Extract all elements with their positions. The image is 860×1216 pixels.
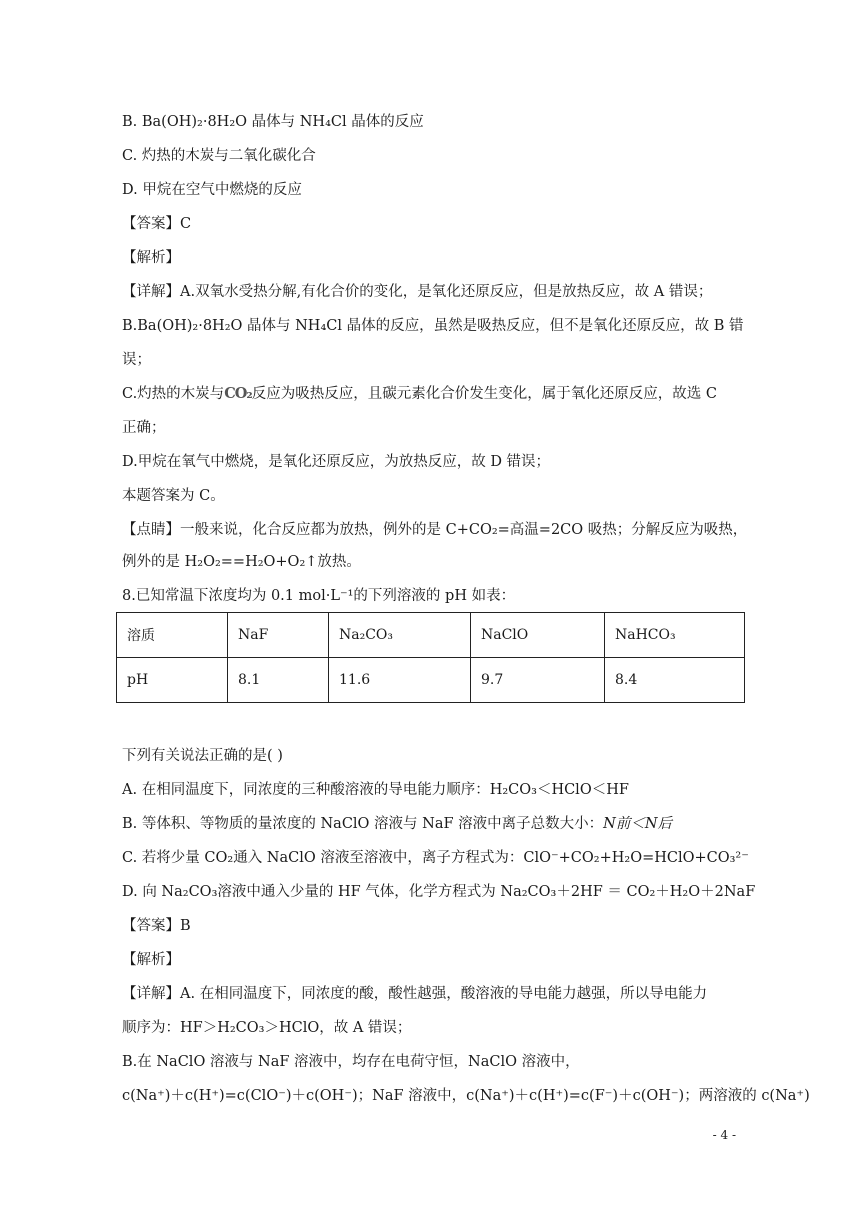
q7-detail-c-line2: 正确； bbox=[122, 420, 166, 436]
q7-note-line1: 【点睛】一般来说，化合反应都为放热，例外的是 C+CO₂=高温=2CO 吸热；分解反应为吸热， bbox=[122, 522, 748, 538]
q7-analysis-heading: 【解析】 bbox=[122, 250, 180, 266]
table-cell: 8.1 bbox=[228, 658, 329, 703]
table-cell: NaHCO₃ bbox=[605, 613, 745, 658]
q8-detail-b-line1: B.在 NaClO 溶液与 NaF 溶液中，均存在电荷守恒，NaClO 溶液中， bbox=[122, 1054, 580, 1070]
q8-answer: 【答案】B bbox=[122, 918, 191, 934]
ph-table bbox=[116, 612, 745, 703]
q7-detail-c-pre: C.灼热的木炭与 bbox=[122, 386, 225, 402]
table-cell: 9.7 bbox=[471, 658, 605, 703]
q7-answer: 【答案】C bbox=[122, 216, 192, 232]
table-row bbox=[117, 658, 745, 703]
q8-prompt: 下列有关说法正确的是( ) bbox=[122, 748, 283, 764]
table-header-row bbox=[117, 613, 745, 658]
table-cell: Na₂CO₃ bbox=[329, 613, 471, 658]
q7-option-d: D. 甲烷在空气中燃烧的反应 bbox=[122, 182, 302, 198]
q7-note-line2: 例外的是 H₂O₂==H₂O+O₂↑放热。 bbox=[122, 554, 361, 570]
q8-detail-b-line2: c(Na⁺)＋c(H⁺)=c(ClO⁻)＋c(OH⁻)；NaF 溶液中，c(Na⁺)＋c(H⁺)=c(F⁻)＋c(OH⁻)；两溶液的 c(Na⁺) bbox=[122, 1088, 810, 1104]
q7-option-c: C. 灼热的木炭与二氧化碳化合 bbox=[122, 148, 316, 164]
q8-analysis-heading: 【解析】 bbox=[122, 952, 180, 968]
q7-option-b: B. Ba(OH)₂·8H₂O 晶体与 NH₄Cl 晶体的反应 bbox=[122, 114, 424, 130]
q8-detail-a-line1: 【详解】A. 在相同温度下，同浓度的酸，酸性越强，酸溶液的导电能力越强，所以导电能力 bbox=[122, 986, 708, 1002]
table-cell: NaClO bbox=[471, 613, 605, 658]
table-cell: NaF bbox=[228, 613, 329, 658]
q7-detail-b-line1: B.Ba(OH)₂·8H₂O 晶体与 NH₄Cl 晶体的反应，虽然是吸热反应，但不是氧化还原反应，故 B 错 bbox=[122, 318, 744, 334]
q7-detail-a: 【详解】A.双氧水受热分解,有化合价的变化，是氧化还原反应，但是放热反应，故 A 错误； bbox=[122, 284, 713, 300]
q7-detail-c-line1 bbox=[122, 384, 717, 404]
table-cell: 8.4 bbox=[605, 658, 745, 703]
q8-option-d: D. 向 Na₂CO₃溶液中通入少量的 HF 气体，化学方程式为 Na₂CO₃＋2HF ＝ CO₂＋H₂O＋2NaF bbox=[122, 884, 756, 900]
q8-stem: 8.已知常温下浓度均为 0.1 mol·L⁻¹的下列溶液的 pH 如表： bbox=[122, 588, 516, 604]
q8-option-b-expr: N前＜N后 bbox=[603, 816, 673, 832]
q7-detail-c-post: 反应为吸热反应，且碳元素化合价发生变化，属于氧化还原反应，故选 C bbox=[251, 386, 717, 402]
co2-formula-image: CO₂ bbox=[224, 385, 252, 402]
table-cell: 溶质 bbox=[117, 613, 228, 658]
q7-detail-d: D.甲烷在氧气中燃烧，是氧化还原反应，为放热反应，故 D 错误； bbox=[122, 454, 551, 470]
q8-detail-a-line2: 顺序为：HF＞H₂CO₃＞HClO，故 A 错误； bbox=[122, 1020, 412, 1036]
table-cell: 11.6 bbox=[329, 658, 471, 703]
q7-detail-b-line2: 误； bbox=[122, 352, 151, 368]
q7-conclusion: 本题答案为 C。 bbox=[122, 488, 225, 504]
q8-option-b bbox=[122, 814, 672, 834]
q8-option-b-text: B. 等体积、等物质的量浓度的 NaClO 溶液与 NaF 溶液中离子总数大小： bbox=[122, 816, 604, 832]
table-cell: pH bbox=[117, 658, 228, 703]
q8-option-a: A. 在相同温度下，同浓度的三种酸溶液的导电能力顺序：H₂CO₃＜HClO＜HF bbox=[122, 782, 629, 798]
page-number: - 4 - bbox=[712, 1128, 736, 1142]
q8-option-c: C. 若将少量 CO₂通入 NaClO 溶液至溶液中，离子方程式为：ClO⁻+CO₂+H₂O=HClO+CO₃²⁻ bbox=[122, 850, 749, 866]
